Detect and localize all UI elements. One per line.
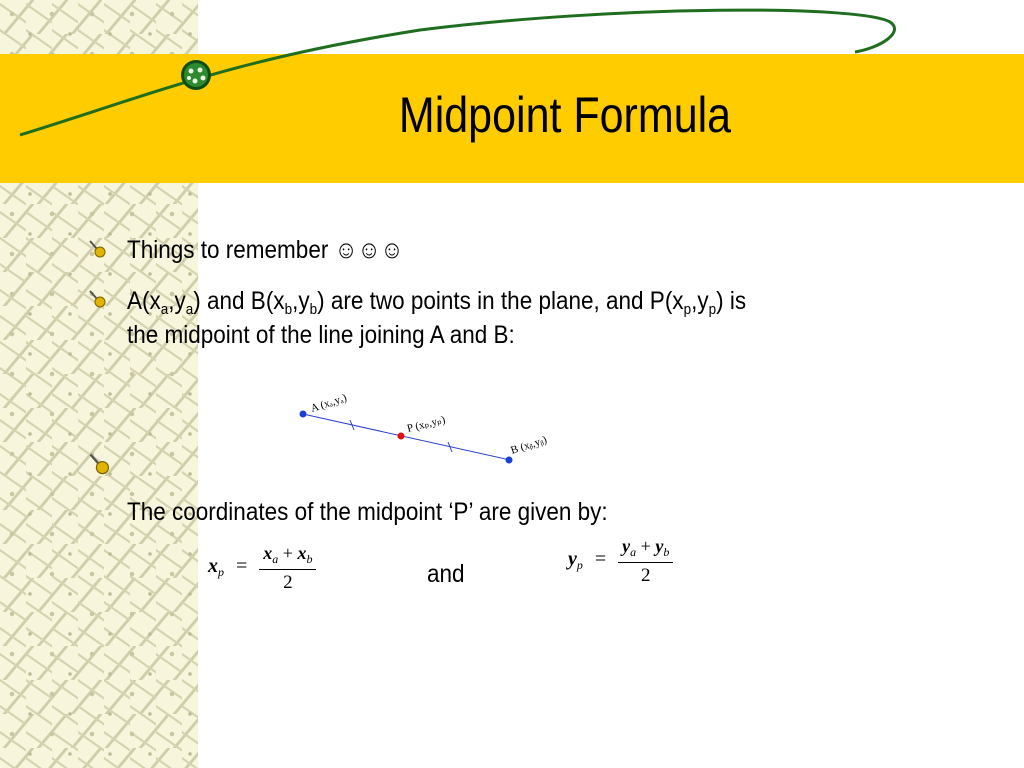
smiley-icons: ☺☺☺ [334,236,404,264]
label-b: B (xᵦ,yᵦ) [509,433,549,457]
point-b [506,457,513,464]
segment-diagram [290,372,590,472]
bullet-item-1 [127,233,847,267]
bullet-2-line-1: $A(x_a,y_a)$ and $B(x_b,y_b)$ are two points in the plane, and $P(x_p,y_p)$ is [127,287,747,318]
formula-yp: $y_p$ = $\frac{y_a + y_b}{2}$ [568,536,673,587]
green-orb-icon [181,60,211,90]
bullet-2-line-2: the midpoint of the line joining A and B: [127,321,515,349]
point-p [398,433,405,440]
point-a [300,411,307,418]
bullet-item-2 [127,284,847,352]
segment-line [303,414,510,460]
pushpin-icon [88,452,112,476]
pushpin-icon [88,239,108,259]
bullet-1-text: Things to remember [127,236,329,264]
fraction-x: $\frac{x_a + x_b}{2}$ [259,543,316,594]
and-connector: and [427,560,465,588]
pushpin-icon [88,289,108,309]
label-p: P (xₚ,yₚ) [405,413,447,435]
fraction-y: $\frac{y_a + y_b}{2}$ [618,536,673,587]
formula-xp: $x_p$ = $\frac{x_a + x_b}{2}$ [208,543,316,594]
slide-title: Midpoint Formula [398,87,732,143]
label-a: A (xₐ,yₐ) [309,391,349,415]
bullet-item-3: The coordinates of the midpoint ‘P’ are given by: [127,498,608,526]
